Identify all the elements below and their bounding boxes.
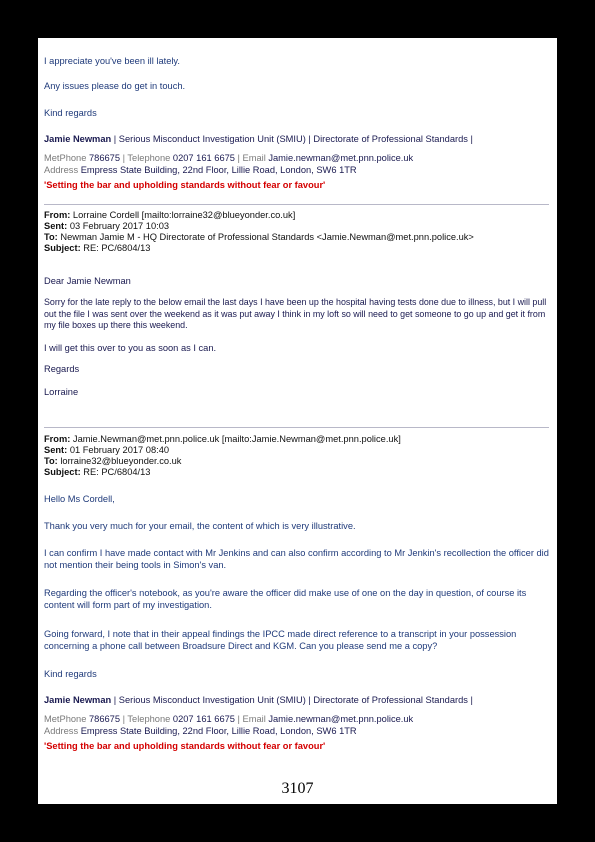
telephone-value: 0207 161 6675 bbox=[170, 153, 235, 163]
page-number: 3107 bbox=[281, 780, 314, 797]
email2-body2: I will get this over to you as soon as I can. bbox=[44, 343, 217, 353]
telephone-value: 0207 161 6675 bbox=[170, 714, 235, 724]
signature-name: Jamie Newman bbox=[44, 134, 112, 144]
email-separator bbox=[44, 427, 549, 428]
email-separator bbox=[44, 204, 549, 205]
email2-sent: Sent: 03 February 2017 10:03 bbox=[44, 221, 170, 231]
metphone-value: 786675 bbox=[86, 714, 120, 724]
email3-address-line bbox=[44, 726, 549, 738]
email2-from: From: Lorraine Cordell [mailto:lorraine32@blueyonder.co.uk] bbox=[44, 210, 296, 220]
email3-to: To: lorraine32@blueyonder.co.uk bbox=[44, 456, 182, 466]
address-value: Empress State Building, 22nd Floor, Lillie Road, London, SW6 1TR bbox=[78, 165, 357, 175]
email2-to: To: Newman Jamie M - HQ Directorate of Professional Standards <Jamie.Newman@met.pnn.police.uk> bbox=[44, 232, 474, 242]
email2-name: Lorraine bbox=[44, 387, 79, 397]
telephone-label: | Telephone bbox=[120, 153, 171, 163]
email2-subject: Subject: RE: PC/6804/13 bbox=[44, 243, 151, 253]
email1-closing: Kind regards bbox=[44, 108, 97, 118]
email2-greeting: Dear Jamie Newman bbox=[44, 276, 131, 286]
email-label: | Email bbox=[234, 153, 266, 163]
email2-header bbox=[44, 210, 549, 254]
email1-slogan: 'Setting the bar and upholding standards without fear or favour' bbox=[44, 180, 326, 190]
email1-signature-line bbox=[44, 134, 549, 146]
email1-line1: I appreciate you've been ill lately. bbox=[44, 56, 180, 66]
email1-line2: Any issues please do get in touch. bbox=[44, 81, 186, 91]
metphone-label: MetPhone bbox=[44, 714, 87, 724]
metphone-label: MetPhone bbox=[44, 153, 87, 163]
email3-from: From: Jamie.Newman@met.pnn.police.uk [mailto:Jamie.Newman@met.pnn.police.uk] bbox=[44, 434, 401, 444]
signature-unit: | Serious Misconduct Investigation Unit (SMIU) | Directorate of Professional Standards | bbox=[111, 134, 473, 144]
metphone-value: 786675 bbox=[86, 153, 120, 163]
email3-paragraph3: Regarding the officer's notebook, as you're aware the officer did make use of one on the day in question, of course its content will form part of my investigation. bbox=[44, 588, 527, 610]
email-label: | Email bbox=[234, 714, 266, 724]
signature-name: Jamie Newman bbox=[44, 695, 112, 705]
email3-paragraph1: Thank you very much for your email, the content of which is very illustrative. bbox=[44, 521, 356, 531]
email3-sent: Sent: 01 February 2017 08:40 bbox=[44, 445, 170, 455]
address-label: Address bbox=[44, 726, 79, 736]
document-page bbox=[38, 38, 557, 804]
email2-closing: Regards bbox=[44, 364, 80, 374]
email3-contact-line bbox=[44, 714, 549, 726]
telephone-label: | Telephone bbox=[120, 714, 171, 724]
signature-unit: | Serious Misconduct Investigation Unit (SMIU) | Directorate of Professional Standards | bbox=[111, 695, 473, 705]
email3-subject: Subject: RE: PC/6804/13 bbox=[44, 467, 151, 477]
email2-body1: Sorry for the late reply to the below email the last days I have been up the hospital having tests done due to illness, but I will pull out the file I was sent over the weekend as it was put away I think in my loft so will need to get someone to go up and get it from my file boxes up there this weekend. bbox=[44, 297, 547, 330]
email1-address-line bbox=[44, 165, 549, 177]
email-value: Jamie.newman@met.pnn.police.uk bbox=[265, 153, 414, 163]
email-value: Jamie.newman@met.pnn.police.uk bbox=[265, 714, 414, 724]
address-value: Empress State Building, 22nd Floor, Lillie Road, London, SW6 1TR bbox=[78, 726, 357, 736]
email3-header bbox=[44, 434, 549, 478]
email3-paragraph4: Going forward, I note that in their appeal findings the IPCC made direct reference to a transcript in your possession concerning a phone call between Broadsure Direct and KGM. Can you please send me a copy? bbox=[44, 629, 517, 651]
email3-paragraph2: I can confirm I have made contact with Mr Jenkins and can also confirm according to Mr Jenkin's recollection the officer did not mention their being tools in Simon's van. bbox=[44, 548, 549, 570]
email1-contact-line bbox=[44, 153, 549, 165]
email3-greeting: Hello Ms Cordell, bbox=[44, 494, 115, 504]
email3-slogan: 'Setting the bar and upholding standards without fear or favour' bbox=[44, 741, 326, 751]
email3-closing: Kind regards bbox=[44, 669, 97, 679]
address-label: Address bbox=[44, 165, 79, 175]
email3-signature-line bbox=[44, 695, 549, 707]
